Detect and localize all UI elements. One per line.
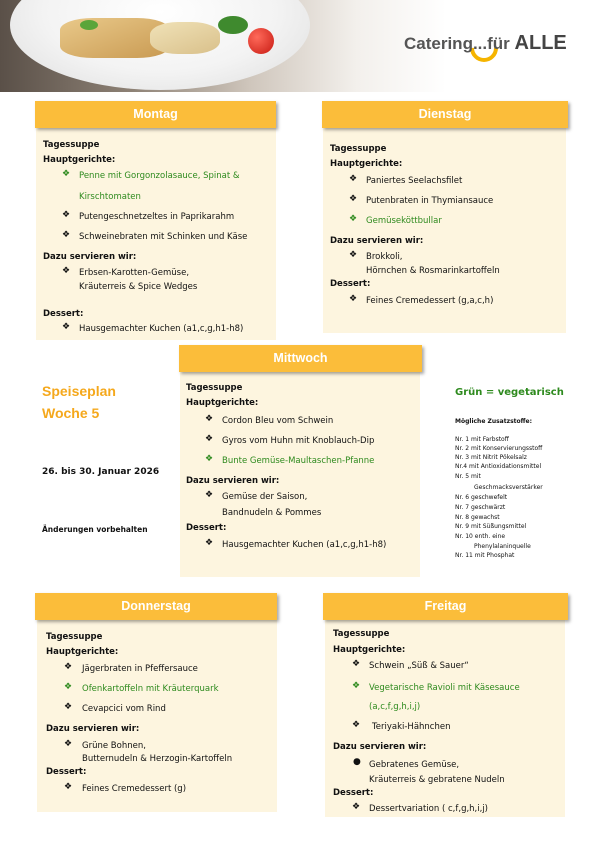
- dessert-label: Dessert:: [330, 279, 371, 289]
- herb-image: [80, 20, 98, 30]
- dessert-item: Hausgemachter Kuchen (a1,c,g,h1-h8): [79, 324, 244, 334]
- dish-item: Cordon Bleu vom Schwein: [222, 416, 334, 426]
- soup-label: Tagessuppe: [43, 140, 100, 150]
- page-title: [42, 380, 116, 424]
- side-item: Gebratenes Gemüse,: [369, 760, 460, 770]
- dish-item: Gyros vom Huhn mit Knoblauch-Dip: [222, 436, 375, 446]
- diamond-bullet-icon: ❖: [352, 720, 361, 730]
- dish-item: Jägerbraten in Pfeffersauce: [82, 664, 198, 674]
- main-label: Hauptgerichte:: [46, 647, 119, 657]
- additive-line: Nr. 5 mit: [455, 473, 481, 480]
- diamond-bullet-icon: ❖: [205, 454, 214, 464]
- herb-image: [218, 16, 248, 34]
- additive-line: Nr. 3 mit Nitrit Pökelsalz: [455, 454, 527, 461]
- diamond-bullet-icon: ❖: [352, 681, 361, 691]
- dessert-item: Dessertvariation ( c,f,g,h,i,j): [369, 804, 488, 814]
- diamond-bullet-icon: ❖: [62, 322, 71, 332]
- dessert-item: Feines Cremedessert (g): [82, 784, 187, 794]
- diamond-bullet-icon: ❖: [349, 194, 358, 204]
- diamond-bullet-icon: ❖: [62, 210, 71, 220]
- title-line: Woche 5: [42, 405, 100, 421]
- additives-heading: Mögliche Zusatzstoffe:: [455, 418, 532, 425]
- food-image: [150, 22, 220, 54]
- diamond-bullet-icon: ❖: [62, 266, 71, 276]
- dessert-label: Dessert:: [46, 767, 87, 777]
- additive-line: Nr. 2 mit Konservierungsstoff: [455, 445, 543, 452]
- diamond-bullet-icon: ❖: [352, 659, 361, 669]
- dish-item: Teriyaki-Hähnchen: [372, 722, 451, 732]
- side-item: Butternudeln & Herzogin-Kartoffeln: [82, 754, 233, 764]
- dish-item: Penne mit Gorgonzolasauce, Spinat &: [79, 171, 240, 181]
- dessert-label: Dessert:: [186, 523, 227, 533]
- friday-header: Freitag: [323, 593, 568, 620]
- diamond-bullet-icon: ❖: [205, 434, 214, 444]
- sides-label: Dazu servieren wir:: [43, 252, 137, 262]
- diamond-bullet-icon: ❖: [64, 702, 73, 712]
- dessert-label: Dessert:: [333, 788, 374, 798]
- side-item: Gemüse der Saison,: [222, 492, 308, 502]
- side-item: Kräuterreis & gebratene Nudeln: [369, 775, 505, 785]
- additive-line: Nr. 11 mit Phosphat: [455, 552, 515, 559]
- side-item: Grüne Bohnen,: [82, 741, 146, 751]
- additive-line: Nr. 1 mit Farbstoff: [455, 436, 509, 443]
- sides-label: Dazu servieren wir:: [46, 724, 140, 734]
- diamond-bullet-icon: ❖: [349, 294, 358, 304]
- tomato-image: [248, 28, 274, 54]
- monday-header: Montag: [35, 101, 276, 128]
- dessert-item: Hausgemachter Kuchen (a1,c,g,h1-h8): [222, 540, 387, 550]
- diamond-bullet-icon: ❖: [64, 662, 73, 672]
- diamond-bullet-icon: ❖: [64, 782, 73, 792]
- dish-item: Vegetarische Ravioli mit Käsesauce: [369, 683, 520, 693]
- soup-label: Tagessuppe: [46, 632, 103, 642]
- brand-logo: [404, 32, 567, 55]
- dot-bullet-icon: ●: [353, 757, 361, 767]
- soup-label: Tagessuppe: [333, 629, 390, 639]
- diamond-bullet-icon: ❖: [349, 250, 358, 260]
- brand-highlight: ALLE: [514, 32, 567, 54]
- sides-label: Dazu servieren wir:: [186, 476, 280, 486]
- vegetarian-legend: Grün = vegetarisch: [455, 387, 564, 398]
- side-item: Erbsen-Karotten-Gemüse,: [79, 268, 190, 278]
- date-range: 26. bis 30. Januar 2026: [42, 467, 160, 477]
- side-item: Brokkoli,: [366, 252, 403, 262]
- dish-item: (a,c,f,g,h,i,j): [369, 702, 421, 712]
- sides-label: Dazu servieren wir:: [330, 236, 424, 246]
- side-item: Kräuterreis & Spice Wedges: [79, 282, 198, 292]
- additive-line: Nr. 8 gewachst: [455, 514, 500, 521]
- dish-item: Putenbraten in Thymiansauce: [366, 196, 494, 206]
- additive-line: Geschmacksverstärker: [474, 484, 543, 491]
- dish-item: Putengeschnetzeltes in Paprikarahm: [79, 212, 235, 222]
- dish-item: Schwein „Süß & Sauer“: [369, 661, 469, 671]
- diamond-bullet-icon: ❖: [62, 169, 71, 179]
- dish-item: Bunte Gemüse-Maultaschen-Pfanne: [222, 456, 375, 466]
- main-label: Hauptgerichte:: [43, 155, 116, 165]
- dish-item: Ofenkartoffeln mit Kräuterquark: [82, 684, 219, 694]
- soup-label: Tagessuppe: [330, 144, 387, 154]
- sides-label: Dazu servieren wir:: [333, 742, 427, 752]
- dish-item: Cevapcici vom Rind: [82, 704, 166, 714]
- diamond-bullet-icon: ❖: [349, 174, 358, 184]
- dish-item: Gemüseköttbullar: [366, 216, 442, 226]
- thursday-header: Donnerstag: [35, 593, 277, 620]
- additive-line: Nr.4 mit Antioxidationsmittel: [455, 463, 542, 470]
- additive-line: Phenylalaninquelle: [474, 543, 531, 550]
- main-label: Hauptgerichte:: [186, 398, 259, 408]
- wednesday-header: Mittwoch: [179, 345, 422, 372]
- additive-line: Nr. 6 geschwefelt: [455, 494, 508, 501]
- additive-line: Nr. 9 mit Süßungsmittel: [455, 523, 527, 530]
- diamond-bullet-icon: ❖: [205, 414, 214, 424]
- diamond-bullet-icon: ❖: [349, 214, 358, 224]
- dish-item: Schweinebraten mit Schinken und Käse: [79, 232, 248, 242]
- main-label: Hauptgerichte:: [333, 645, 406, 655]
- dessert-item: Feines Cremedessert (g,a,c,h): [366, 296, 494, 306]
- soup-label: Tagessuppe: [186, 383, 243, 393]
- diamond-bullet-icon: ❖: [64, 739, 73, 749]
- diamond-bullet-icon: ❖: [352, 802, 361, 812]
- main-label: Hauptgerichte:: [330, 159, 403, 169]
- notice: Änderungen vorbehalten: [42, 525, 148, 534]
- dish-item: Kirschtomaten: [79, 192, 141, 202]
- diamond-bullet-icon: ❖: [205, 490, 214, 500]
- brand-name: Catering...für: [404, 34, 510, 53]
- additive-line: Nr. 7 geschwärzt: [455, 504, 506, 511]
- title-line: Speiseplan: [42, 383, 116, 399]
- diamond-bullet-icon: ❖: [205, 538, 214, 548]
- dish-item: Paniertes Seelachsfilet: [366, 176, 463, 186]
- tuesday-header: Dienstag: [322, 101, 568, 128]
- additive-line: Nr. 10 enth. eine: [455, 533, 506, 540]
- side-item: Bandnudeln & Pommes: [222, 508, 322, 518]
- dessert-label: Dessert:: [43, 309, 84, 319]
- side-item: Hörnchen & Rosmarinkartoffeln: [366, 266, 500, 276]
- diamond-bullet-icon: ❖: [64, 682, 73, 692]
- diamond-bullet-icon: ❖: [62, 230, 71, 240]
